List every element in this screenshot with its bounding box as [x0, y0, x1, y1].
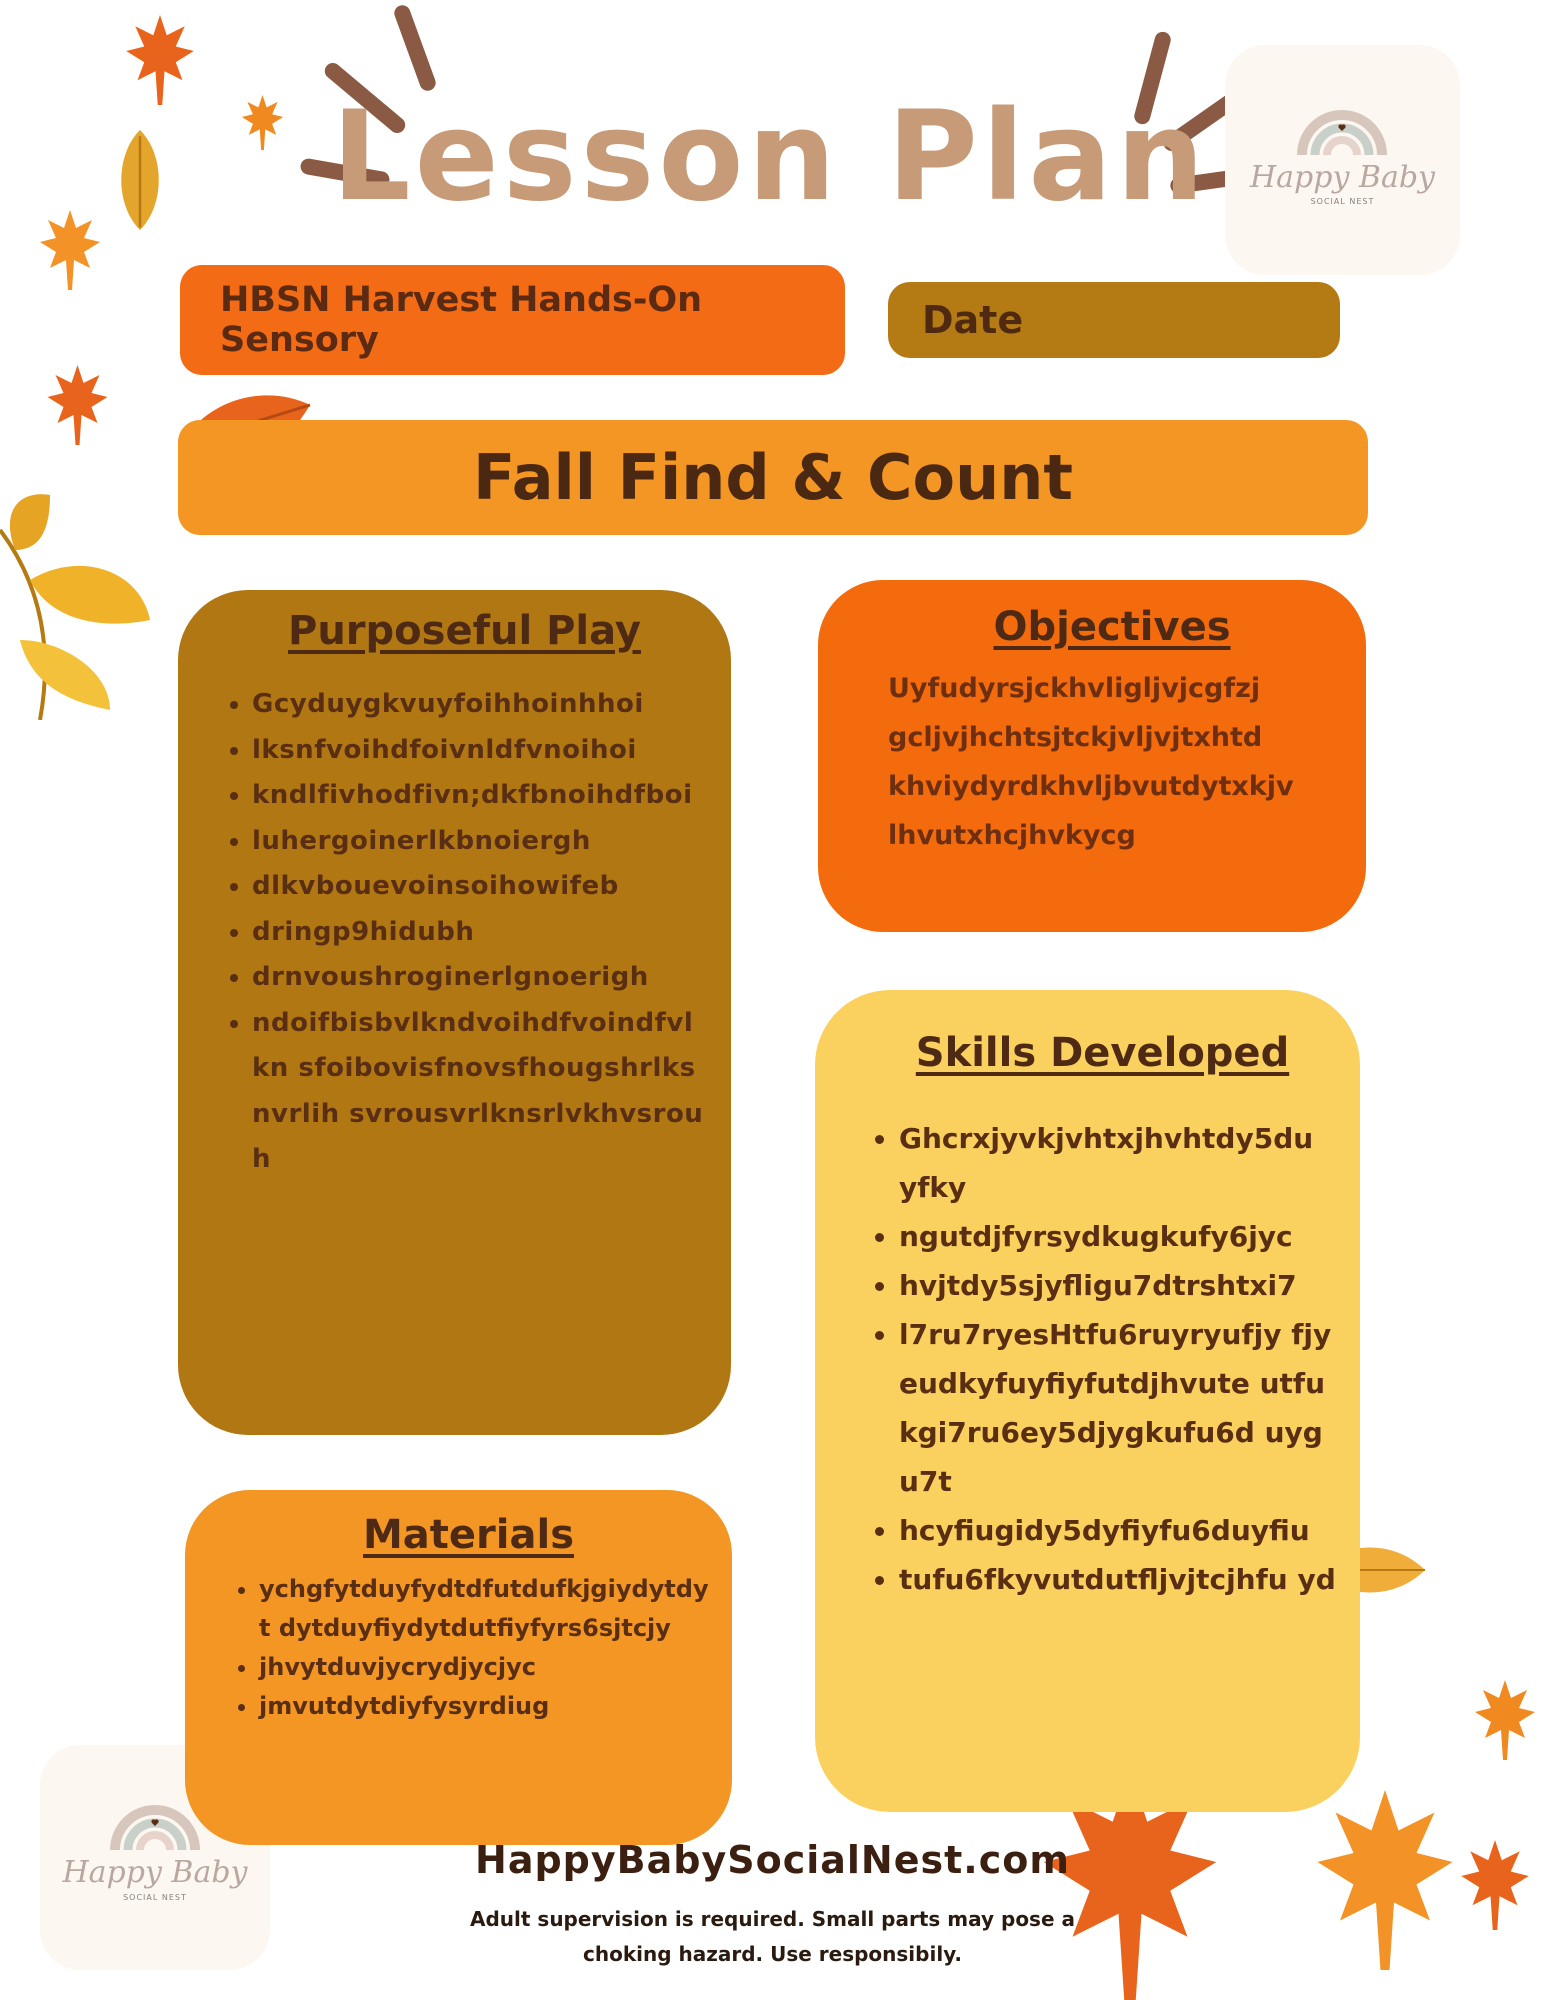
- purposeful-play-panel: [178, 590, 731, 1435]
- skills-list: [865, 1114, 1340, 1604]
- rainbow-icon: [110, 1790, 200, 1850]
- rainbow-icon: [1297, 95, 1387, 155]
- logo-brand: Happy Baby: [1249, 160, 1436, 195]
- list-item: • kndlfivhodfivn;dkfbnoihdfboi: [252, 773, 711, 819]
- list-item: • jmvutdytdiyfysyrdiug: [259, 1687, 712, 1726]
- logo: [1225, 45, 1460, 275]
- maple-leaf-icon: [30, 210, 110, 290]
- list-item: • Gcyduygkvuyfoihhoinhhoi: [252, 682, 711, 728]
- maple-leaf-icon: [125, 15, 195, 105]
- leaf-branch-icon: [0, 490, 160, 720]
- disclaimer-line: choking hazard. Use responsibily.: [582, 1942, 962, 1966]
- maple-leaf-icon: [40, 365, 115, 445]
- list-item: • jhvytduvjycrydjycjyc: [259, 1648, 712, 1687]
- objectives-panel: [818, 580, 1366, 932]
- maple-leaf-icon: [1460, 1840, 1530, 1930]
- title-ray-left: [392, 3, 438, 93]
- oval-leaf-icon: [110, 130, 170, 230]
- objectives-line: Uyfudyrsjckhvligljvjcgfzj: [888, 673, 1261, 704]
- list-item: • l7ru7ryesHtfu6ruyryufjy fjyeudkyfuyfiyfutdjhvute utfukgi7ru6ey5djygkufu6d uygu7t: [899, 1310, 1340, 1506]
- maple-leaf-icon: [240, 95, 285, 150]
- list-item: • tufu6fkyvutdutfljvjtcjhfu yd: [899, 1555, 1340, 1604]
- materials-panel: [185, 1490, 732, 1845]
- list-item: • ngutdjfyrsydkugkufy6jyc: [899, 1212, 1340, 1261]
- purposeful-play-heading: Purposeful Play: [288, 608, 641, 654]
- disclaimer: [460, 1902, 1085, 1972]
- program-label: HBSN Harvest Hands-On Sensory: [220, 280, 703, 360]
- objectives-line: khviydyrdkhvljbvutdytxkjv: [888, 771, 1294, 802]
- activity-title: Fall Find & Count: [472, 441, 1074, 514]
- list-item: • ndoifbisbvlkndvoihdfvoindfvlkn sfoibovisfnovsfhougshrlksnvrlih svrousvrlknsrlvkhvsrouh: [252, 1001, 711, 1183]
- purposeful-play-list: [218, 682, 711, 1183]
- skills-panel: [815, 990, 1360, 1812]
- objectives-line: gcljvjhchtsjtckjvljvjtxhtd: [888, 722, 1263, 753]
- list-item: • luhergoinerlkbnoiergh: [252, 819, 711, 865]
- list-item: • dlkvbouevoinsoihowifeb: [252, 864, 711, 910]
- list-item: • hcyfiugidy5dyfiyfu6duyfiu: [899, 1506, 1340, 1555]
- list-item: • ychgfytduyfydtdfutdufkjgiydytdyt dytduyfiydytdutfiyfyrs6sjtcjy: [259, 1570, 712, 1648]
- program-bar: [180, 265, 845, 375]
- activity-bar: [178, 420, 1368, 535]
- logo-tagline: SOCIAL NEST: [123, 1893, 187, 1902]
- list-item: • hvjtdy5sjyfligu7dtrshtxi7: [899, 1261, 1340, 1310]
- materials-heading: Materials: [363, 1512, 574, 1558]
- list-item: • drnvoushroginerlgnoerigh: [252, 955, 711, 1001]
- date-label: Date: [922, 298, 1024, 342]
- logo-brand: Happy Baby: [62, 1855, 248, 1890]
- skills-heading: Skills Developed: [915, 1030, 1290, 1076]
- logo-tagline: SOCIAL NEST: [1310, 197, 1375, 206]
- objectives-heading: Objectives: [993, 604, 1231, 650]
- materials-list: [225, 1570, 712, 1726]
- maple-leaf-icon: [1315, 1790, 1455, 1970]
- list-item: • Ghcrxjyvkjvhtxjhvhtdy5du yfky: [899, 1114, 1340, 1212]
- page-title: Lesson Plan: [331, 85, 1209, 229]
- date-field[interactable]: [888, 282, 1340, 358]
- maple-leaf-icon: [1475, 1680, 1535, 1760]
- disclaimer-line: Adult supervision is required. Small parts may pose a: [470, 1907, 1075, 1931]
- website-link[interactable]: HappyBabySocialNest.com: [475, 1838, 1070, 1882]
- list-item: • lksnfvoihdfoivnldfvnoihoi: [252, 728, 711, 774]
- objectives-line: lhvutxhcjhvkycg: [888, 820, 1136, 851]
- list-item: • dringp9hidubh: [252, 910, 711, 956]
